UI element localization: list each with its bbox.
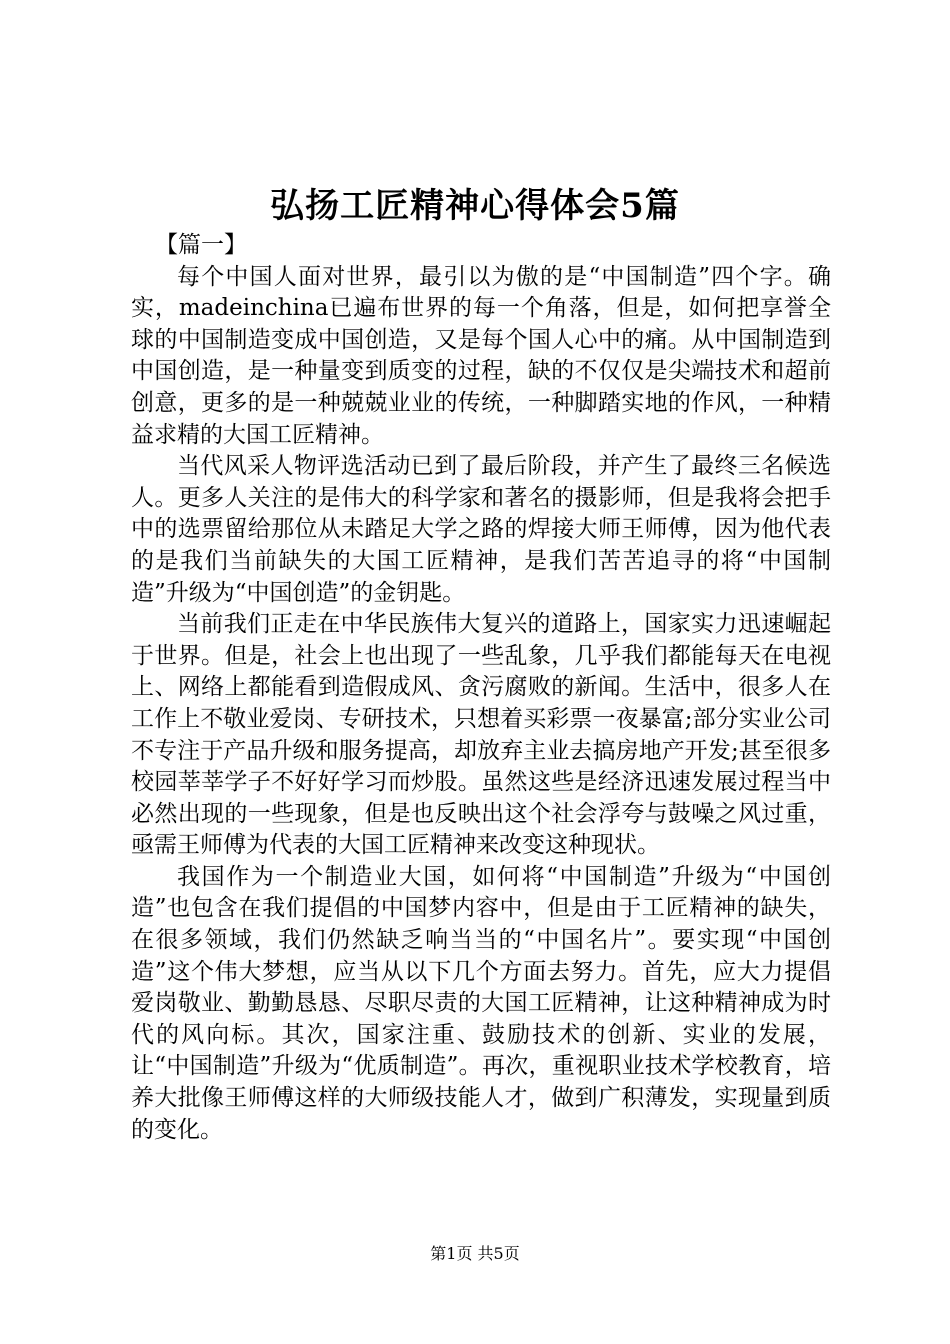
paragraph-4: 我国作为一个制造业大国，如何将“中国制造”升级为“中国创造”也包含在我们提倡的中国梦内容中，但是由于工匠精神的缺失，在很多领域，我们仍然缺乏响当当的“中国名片”。要实现“中国创造”这个伟大梦想，应当从以下几个方面去努力。首先，应大力提倡爱岗敬业、勤勤恳恳、尽职尽责的大国工匠精神，让这种精神成为时代的风向标。其次，国家注重、鼓励技术的创新、实业的发展，让“中国制造”升级为“优质制造”。再次，重视职业技术学校教育，培养大批像王师傅这样的大师级技能人才，做到广积薄发，实现量到质的变化。 xyxy=(131,863,831,1143)
paragraph-3: 当前我们正走在中华民族伟大复兴的道路上，国家实力迅速崛起于世界。但是，社会上也出现了一些乱象，几乎我们都能每天在电视上、网络上都能看到造假成风、贪污腐败的新闻。生活中，很多人在工作上不敬业爱岗、专研技术，只想着买彩票一夜暴富;部分实业公司不专注于产品升级和服务提高，却放弃主业去搞房地产开发;甚至很多校园莘莘学子不好好学习而炒股。虽然这些是经济迅速发展过程当中必然出现的一些现象，但是也反映出这个社会浮夸与鼓噪之风过重，亟需王师傅为代表的大国工匠精神来改变这种现状。 xyxy=(131,611,831,859)
page-footer: 第1页 共5页 xyxy=(430,1244,520,1263)
document-title: 弘扬工匠精神心得体会5篇 xyxy=(270,186,680,226)
section-heading: 【篇一】 xyxy=(155,232,247,258)
paragraph-1: 每个中国人面对世界，最引以为傲的是“中国制造”四个字。确实，madeinchina已遍布世界的每一个角落，但是，如何把享誉全球的中国制造变成中国创造，又是每个国人心中的痛。从中国制造到中国创造，是一种量变到质变的过程，缺的不仅仅是尖端技术和超前创意，更多的是一种兢兢业业的传统，一种脚踏实地的作风，一种精益求精的大国工匠精神。 xyxy=(131,263,831,448)
paragraph-2: 当代风采人物评选活动已到了最后阶段，并产生了最终三名候选人。更多人关注的是伟大的科学家和著名的摄影师，但是我将会把手中的选票留给那位从未踏足大学之路的焊接大师王师傅，因为他代表的是我们当前缺失的大国工匠精神，是我们苦苦追寻的将“中国制造”升级为“中国创造”的金钥匙。 xyxy=(131,453,831,606)
document-body xyxy=(131,230,831,1146)
